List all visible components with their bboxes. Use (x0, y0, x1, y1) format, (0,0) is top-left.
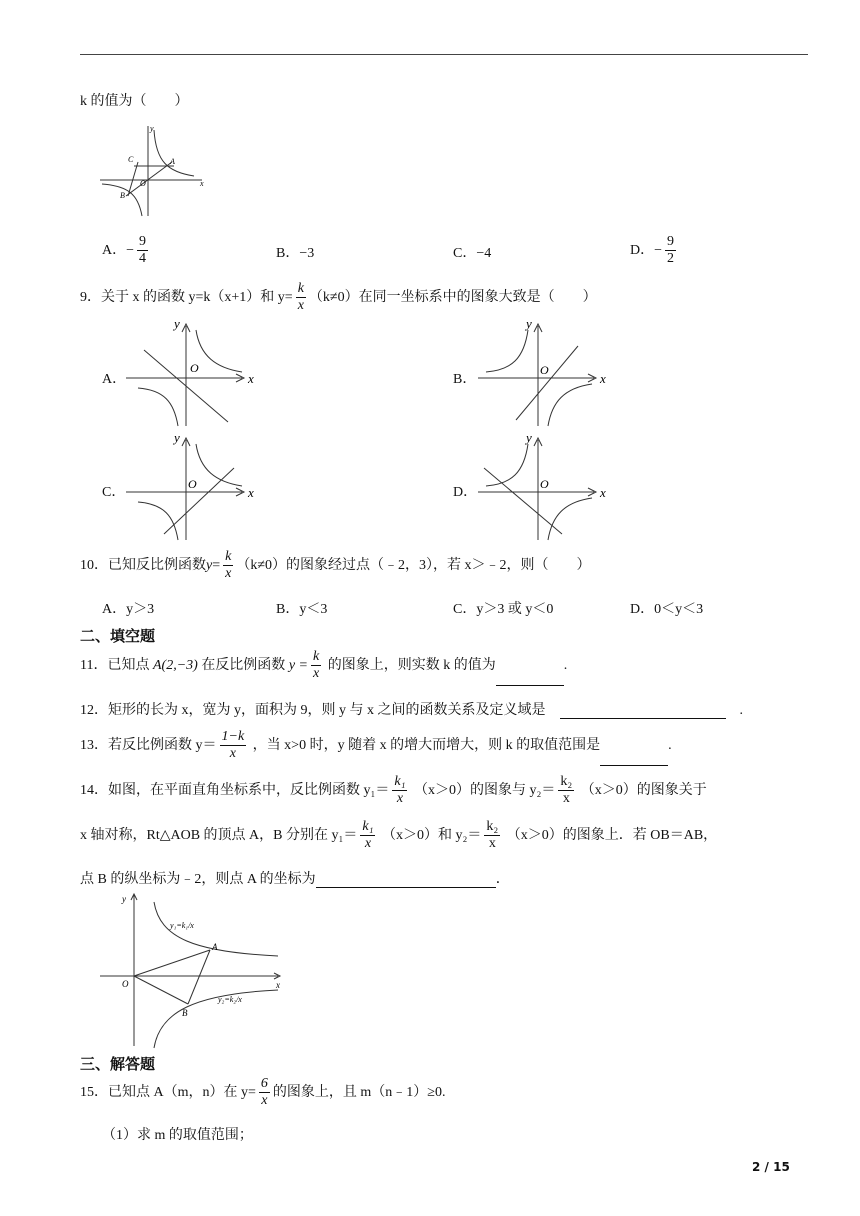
q9c-x-label: x (248, 485, 254, 500)
q10-option-d[interactable]: D．0＜y＜3 (630, 602, 704, 617)
q9c-o-label: O (188, 477, 197, 491)
q14-answer-blank[interactable] (316, 873, 496, 888)
q9c-y-label: y (174, 430, 180, 445)
q8-option-b[interactable]: B．−3 (276, 246, 315, 261)
q14-fig-x-label: x (276, 980, 280, 990)
page-number: 2 / 15 (752, 1160, 790, 1174)
q9a-y-label: y (174, 316, 180, 331)
q8-figure (98, 122, 208, 218)
q14-fig-o-label: O (122, 979, 129, 989)
q9d-o-label: O (540, 477, 549, 491)
q9b-y-label: y (526, 316, 532, 331)
q13-answer-blank[interactable] (600, 751, 668, 766)
q9-label-c[interactable]: C． (102, 485, 126, 500)
q8-fig-c-label: C (128, 155, 134, 164)
q15-stem: 15．已知点 A（m，n）在 y= $\frac{6}{x}$ 的图象上，且 m（n﹣1）≥0. (80, 1076, 446, 1109)
q9-graph-b (476, 316, 616, 428)
header-rule (80, 54, 808, 55)
q9d-y-label: y (526, 430, 532, 445)
q8-fig-y-label: y (150, 124, 154, 133)
q14-line3: 点 B 的纵坐标为﹣2，则点 A 的坐标为 ． (80, 872, 510, 887)
q12-answer-blank[interactable] (560, 704, 726, 719)
q8-fig-x-label: x (200, 179, 204, 188)
q8-fig-o-label: O (140, 179, 146, 188)
q11-stem: 11．已知点 A(2,−3) 在反比例函数 y = $\frac{k}{x}$ 的图象上，则实数 k 的值为 . (80, 646, 567, 686)
q14-line2: x 轴对称，Rt△AOB 的顶点 A，B 分别在 y₁＝ $\frac{\text{k₁}}{x}$ （x＞0）和 y₂＝ $\frac{\text{k₂}}{x}$ （x＞0）的图象上．若 OB＝AB， (80, 819, 718, 852)
q10-option-c[interactable]: C．y＞3 或 y＜0 (453, 602, 554, 617)
q15-subquestion-1: （1）求 m 的取值范围； (102, 1128, 253, 1143)
q9-stem: 9．关于 x 的函数 y=k（x+1）和 y= $\frac{k}{x}$ （k≠0）在同一坐标系中的图象大致是（ ） (80, 281, 597, 314)
q9-graph-d (476, 430, 616, 542)
q9a-o-label: O (190, 361, 199, 375)
q10-option-b[interactable]: B．y＜3 (276, 602, 328, 617)
q9b-x-label: x (600, 371, 606, 386)
q14-fig-y2-label: y₂=k₂/x (218, 995, 242, 1004)
q9-graph-a (124, 316, 264, 428)
section-solve-heading: 三、解答题 (80, 1055, 156, 1073)
q14-fig-b-label: B (182, 1008, 188, 1018)
q8-option-c[interactable]: C．−4 (453, 246, 492, 261)
q12-stem: 12．矩形的长为 x，宽为 y，面积为 9，则 y 与 x 之间的函数关系及定义域是 . (80, 703, 743, 718)
q8-option-a[interactable]: A．− $\frac{9}{4}$ (102, 234, 147, 267)
q9-label-b[interactable]: B． (453, 372, 477, 387)
q14-figure (98, 890, 288, 1050)
q13-stem: 13．若反比例函数 y＝ $\frac{1-k}{x}$ ，当 x>0 时，y 随着 x 的增大而增大，则 k 的取值范围是 . (80, 726, 672, 766)
q8-option-d[interactable]: D．− $\frac{9}{2}$ (630, 234, 675, 267)
q10-option-a[interactable]: A．y＞3 (102, 602, 155, 617)
q8-fig-a-label: A (170, 157, 175, 166)
q14-fig-y1-label: y₁=k₁/x (170, 921, 194, 930)
q11-answer-blank[interactable] (496, 671, 564, 686)
q10-stem: 10．已知反比例函数y= $\frac{k}{x}$ （k≠0）的图象经过点（﹣2，3），若 x＞﹣2，则（ ） (80, 549, 591, 582)
q9a-x-label: x (248, 371, 254, 386)
section-fill-blank-heading: 二、填空题 (80, 627, 156, 645)
q9-label-d[interactable]: D． (453, 485, 478, 500)
q14-fig-y-label: y (122, 894, 126, 904)
q8-fig-b-label: B (120, 191, 125, 200)
q9d-x-label: x (600, 485, 606, 500)
q9-graph-c (124, 430, 264, 542)
q8-stem-tail: k 的值为（ ） (80, 94, 189, 109)
q14-fig-a-label: A (212, 942, 218, 952)
q9-label-a[interactable]: A． (102, 372, 127, 387)
q9b-o-label: O (540, 363, 549, 377)
q14-line1: 14．如图，在平面直角坐标系中，反比例函数 y₁＝ $\frac{\text{k₁}}{x}$ （x＞0）的图象与 y₂＝ $\frac{\text{k₂}}{x}$ （x＞0）的图象关于 (80, 774, 707, 807)
